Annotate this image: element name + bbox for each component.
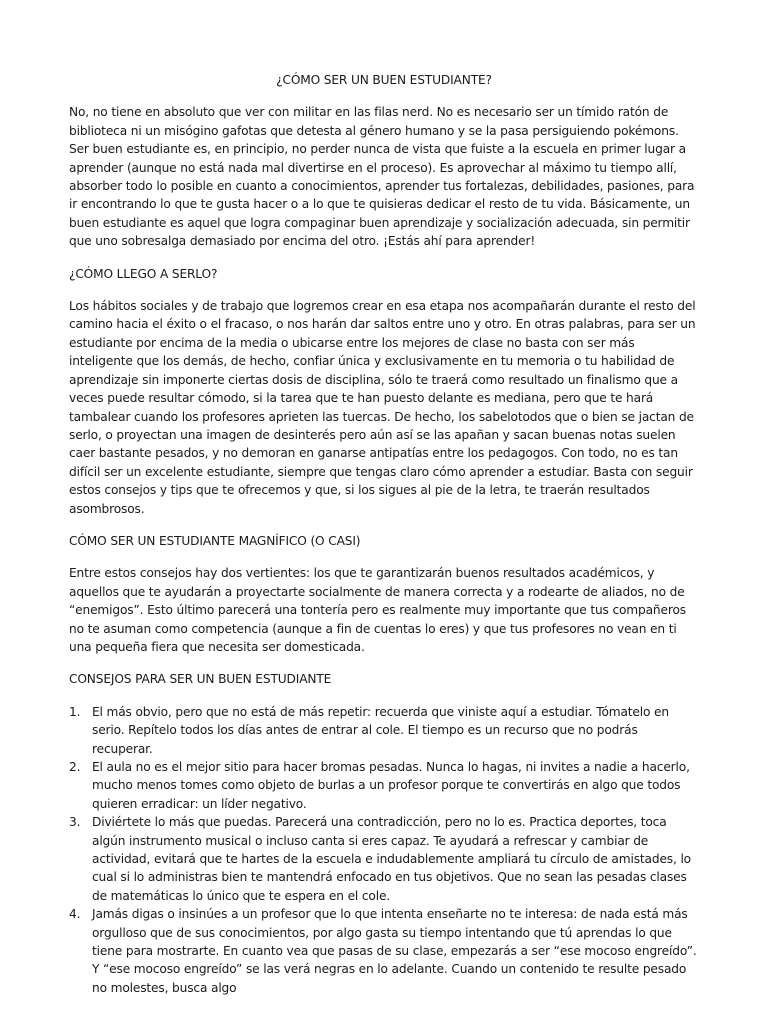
list-item-number: 2.	[69, 760, 81, 774]
list-item-number: 1.	[69, 704, 81, 719]
list-item-number: 3.	[69, 815, 81, 830]
tips-list	[69, 703, 699, 998]
section-heading-magnific: CÓMO SER UN ESTUDIANTE MAGNÍFICO (O CASI)	[69, 533, 361, 548]
section-heading-how: ¿CÓMO LLEGO A SERLO?	[69, 266, 218, 281]
document-title: ¿CÓMO SER UN BUEN ESTUDIANTE?	[276, 73, 492, 87]
list-item-text: El más obvio, pero que no está de más repetir: recuerda que viniste aquí a estudiar. Tómatelo en serio. Repítelo todos los días antes de entrar al cole. El tiempo es un recurso que no podrás recuperar.	[92, 704, 669, 756]
list-item-text: El aula no es el mejor sitio para hacer bromas pesadas. Nunca lo hagas, ni invites a nadie a hacerlo, mucho menos tomes como objeto de burlas a un profesor porque te convertirás en algo que todos quieren erradicar: un líder negativo.	[92, 760, 690, 811]
list-item	[69, 758, 699, 813]
intro-paragraph: No, no tiene en absoluto que ver con militar en las filas nerd. No es necesario ser un tímido ratón de biblioteca ni un misógino gafotas que detesta al género humano y se la pasa persiguiendo pokémons. Ser buen estudiante es, en principio, no perder nunca de vista que fuiste a la escuela en primer lugar a aprender (aunque no está nada mal divertirse en el proceso). Es aprovechar al máximo tu tiempo allí, absorber todo lo posible en cuanto a conocimientos, aprender tus fortalezas, debilidades, pasiones, para ir encontrando lo que te gusta hacer o a lo que te quisieras dedicar el resto de tu vida. Básicamente, un buen estudiante es aquel que logra compaginar buen aprendizaje y socialización adecuada, sin permitir que uno sobresalga demasiado por encima del otro. ¡Estás ahí para aprender!	[69, 105, 695, 249]
list-item	[69, 905, 699, 997]
list-item-number: 4.	[69, 907, 81, 922]
list-item	[69, 813, 699, 905]
document-page	[69, 71, 699, 997]
section-heading-tips: CONSEJOS PARA SER UN BUEN ESTUDIANTE	[69, 672, 332, 687]
list-item	[69, 703, 699, 758]
list-item-text: Diviértete lo más que puedas. Parecerá una contradicción, pero no lo es. Practica deportes, toca algún instrumento musical o incluso canta si eres capaz. Te ayudará a refrescar y cambiar de actividad, evitará que te hartes de la escuela e indudablemente ampliará tu círculo de amistades, lo cual si lo administras bien te mantendrá enfocado en tus objetivos. Que no sean las pesadas clases de matemáticas lo único que te espera en el cole.	[92, 815, 691, 903]
list-item-text: Jamás digas o insinúes a un profesor que lo que intenta enseñarte no te interesa: de nada está más orgulloso que de sus conocimientos, por algo gasta su tiempo intentando que tú aprendas lo que tiene para mostrarte. En cuanto vea que pasas de su clase, empezarás a ser “ese mocoso engreído”. Y “ese mocoso engreído” se las verá negras en lo adelante. Cuando un contenido te resulte pesado no molestes, busca algo	[92, 907, 697, 995]
magnific-paragraph: Entre estos consejos hay dos vertientes: los que te garantizarán buenos resultados académicos, y aquellos que te ayudarán a proyectarte socialmente de manera correcta y a rodearte de aliados, no de “enemigos”. Esto último parecerá una tontería pero es realmente muy importante que tus compañeros no te asuman como competencia (aunque a fin de cuentas lo eres) y que tus profesores no vean en ti una pequeña fiera que necesita ser domesticada.	[69, 566, 686, 654]
how-paragraph: Los hábitos sociales y de trabajo que logremos crear en esa etapa nos acompañarán durante el resto del camino hacia el éxito o el fracaso, o nos harán dar saltos entre uno y otro. En otras palabras, para ser un estudiante por encima de la media o ubicarse entre los mejores de clase no basta con ser más inteligente que los demás, de hecho, confiar única y exclusivamente en tu memoria o tu habilidad de aprendizaje sin imponerte ciertas dosis de disciplina, sólo te traerá como resultado un finalismo que a veces puede resultar cómodo, si la tarea que te han puesto delante es mediana, pero que te hará tambalear cuando los profesores aprieten las tuercas. De hecho, los sabelotodos que o bien se jactan de serlo, o proyectan una imagen de desinterés pero aún así se las apañan y sacan buenas notas suelen caer bastante pesados, y no demoran en ganarse antipatías entre los pedagogos. Con todo, no es tan difícil ser un excelente estudiante, siempre que tengas claro cómo aprender a estudiar. Basta con seguir estos consejos y tips que te ofrecemos y que, si los sigues al pie de la letra, te traerán resultados asombrosos.	[69, 299, 696, 516]
